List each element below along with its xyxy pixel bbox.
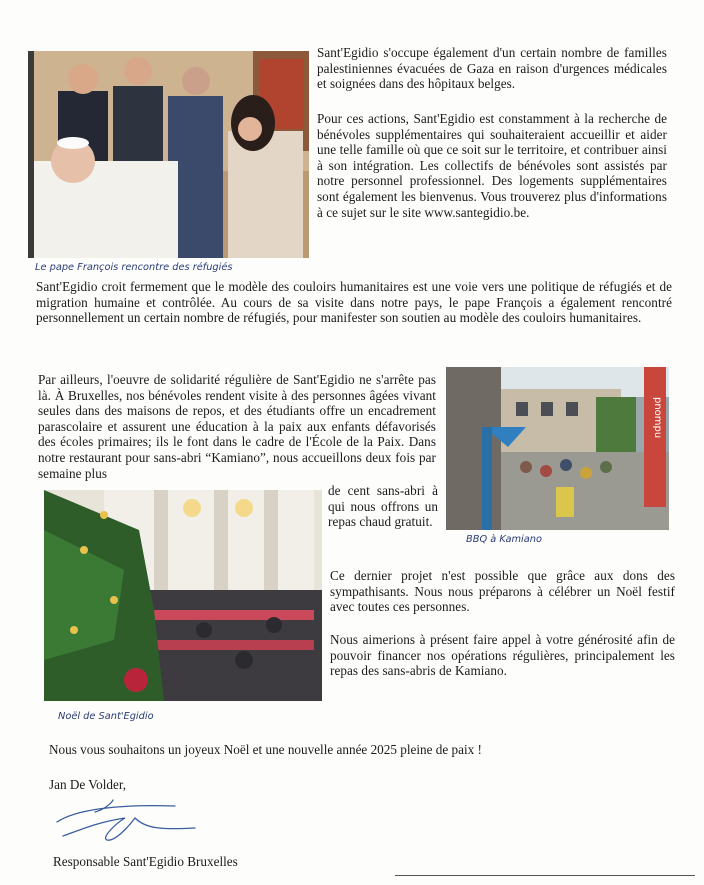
photo-christmas-meal (44, 490, 322, 701)
kamiano-banner-text: pnompu (652, 397, 663, 439)
paragraph-appeal: Nous aimerions à présent faire appel à votre générosité afin de pouvoir financer nos opérations régulières, principalement les repas des sans-abris de Kamiano. (330, 632, 675, 679)
photo-pope-refugees (28, 51, 309, 258)
paragraph-donations: Ce dernier projet n'est possible que grâce aux dons des sympathisants. Nous nous préparons à célébrer un Noël festif avec toutes ces personnes. (330, 568, 675, 615)
caption-pope: Le pape François rencontre des réfugiés (35, 262, 233, 273)
closing-wishes: Nous vous souhaitons un joyeux Noël et une nouvelle année 2025 pleine de paix ! (49, 742, 482, 757)
photo-bbq-kamiano (446, 367, 669, 530)
signatory-role: Responsable Sant'Egidio Bruxelles (53, 854, 238, 869)
signatory-name: Jan De Volder, (49, 777, 126, 792)
paragraph-solidarity: Par ailleurs, l'oeuvre de solidarité régulière de Sant'Egidio ne s'arrête pas là. À Bruxelles, nos bénévoles rendent visite à des personnes âgées vivant seules dans des maisons de repos, et des étudiants offre un encadrement parascolaire et assurent une éducation à la paix aux enfants défavorisés des écoles primaires; ils le font dans le cadre de l'École de la Paix. Dans notre restaurant pour sans-abri “Kamiano”, nous accueillons deux fois par semaine plus (38, 372, 436, 481)
signature (55, 792, 205, 844)
caption-bbq: BBQ à Kamiano (466, 534, 542, 545)
paragraph-gaza-families: Sant'Egidio s'occupe également d'un certain nombre de familles palestiniennes évacuées de Gaza en raison d'urgences médicales et soignées dans des hôpitaux belges. (317, 45, 667, 92)
bottom-rule (395, 875, 695, 876)
paragraph-solidarity-continued: de cent sans-abri à qui nous offrons un repas chaud gratuit. (328, 483, 438, 530)
paragraph-humanitarian-corridors: Sant'Egidio croit fermement que le modèle des couloirs humanitaires est une voie vers une politique de réfugiés et de migration humaine et contrôlée. Au cours de sa visite dans notre pays, le pape François a également rencontré personnellement un certain nombre de réfugiés, pour manifester son soutien au modèle des couloirs humanitaires. (36, 279, 672, 326)
caption-noel: Noël de Sant'Egidio (58, 711, 154, 722)
paragraph-volunteers: Pour ces actions, Sant'Egidio est constamment à la recherche de bénévoles supplémentaires qui souhaiteraient accueillir et aider une telle famille où que ce soit sur le territoire, et contribuer ainsi à son intégration. Les collectifs de bénévoles sont assistés par notre personnel professionnel. Des logements supplémentaires sont également les bienvenus. Vous trouverez plus d'informations à ce sujet sur le site www.santegidio.be. (317, 111, 667, 220)
